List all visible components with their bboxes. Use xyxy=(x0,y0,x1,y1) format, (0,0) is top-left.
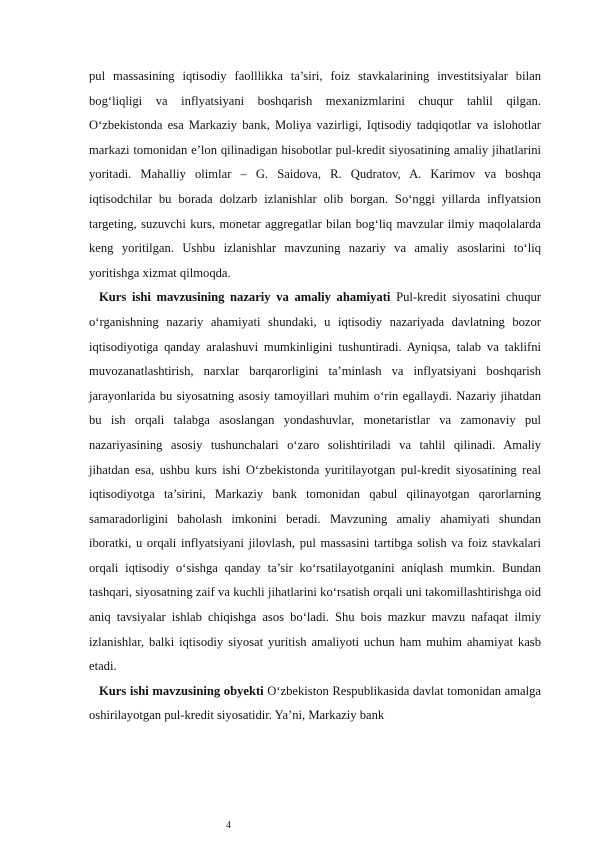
paragraph-2 xyxy=(89,285,541,679)
paragraph-3 xyxy=(89,679,541,728)
paragraph-1-text: pul massasining iqtisodiy faolllikka ta’siri, foiz stavkalarining investitsiyalar bilan bog‘liqligi va inflyatsiyani boshqarish mexanizmlarini chuqur tahlil qilgan. O‘zbekistonda esa Markaziy bank, Moliya vazirligi, Iqtisodiy tadqiqotlar va islohotlar markazi tomonidan e’lon qilinadigan hisobotlar pul-kredit siyosatining amaliy jihatlarini yoritadi. Mahalliy olimlar – G. Saidova, R. Qudratov, A. Karimov va boshqa iqtisodchilar bu borada dolzarb izlanishlar olib borgan. So‘nggi yillarda inflyatsion targeting, suzuvchi kurs, monetar aggregatlar bilan bog‘liq mavzular ilmiy maqolalarda keng yoritilgan. Ushbu izlanishlar mavzuning nazariy va amaliy asoslarini to‘liq yoritishga xizmat qilmoqda. xyxy=(89,69,541,280)
paragraph-1 xyxy=(89,64,541,285)
paragraph-2-text: Pul-kredit siyosatini chuqur o‘rganishning nazariy ahamiyati shundaki, u iqtisodiy nazariyada davlatning bozor iqtisodiyotiga qanday aralashuvi mumkinligini tushuntiradi. Ayniqsa, talab va taklifni muvozanatlashtirish, narxlar barqarorligini ta’minlash va inflyatsiyani boshqarish jarayonlarida bu siyosatning asosiy tamoyillari muhim o‘rin egallaydi. Nazariy jihatdan bu ish orqali talabga asoslangan yondashuvlar, monetaristlar va zamonaviy pul nazariyasining asosiy tushunchalari o‘zaro solishtiriladi va tahlil qilinadi. Amaliy jihatdan esa, ushbu kurs ishi O‘zbekistonda yuritilayotgan pul-kredit siyosatining real iqtisodiyotga ta’sirini, Markaziy bank tomonidan qabul qilinayotgan qarorlarning samaradorligini baholash imkonini beradi. Mavzuning amaliy ahamiyati shundan iboratki, u orqali inflyatsiyani jilovlash, pul massasini tartibga solish va foiz stavkalari orqali iqtisodiy o‘sishga qanday ta’sir ko‘rsatilayotganini aniqlash mumkin. Bundan tashqari, siyosatning zaif va kuchli jihatlarini ko‘rsatish orqali uni takomillashtirishga oid aniq tavsiyalar ishlab chiqishga asos bo‘ladi. Shu bois mazkur mavzu nafaqat ilmiy izlanishlar, balki iqtisodiy siyosat yuritish amaliyoti uchun ham muhim ahamiyat kasb etadi. xyxy=(89,290,541,674)
page-body xyxy=(89,64,541,728)
paragraph-2-lead: Kurs ishi mavzusining nazariy va amaliy ahamiyati xyxy=(99,290,391,305)
paragraph-3-text: O‘zbekiston Respublikasida davlat tomonidan amalga oshirilayotgan pul-kredit siyosatidir. Ya’ni, Markaziy bank xyxy=(89,683,542,723)
paragraph-3-lead: Kurs ishi mavzusining obyekti xyxy=(99,683,264,698)
page-number: 4 xyxy=(226,820,231,831)
